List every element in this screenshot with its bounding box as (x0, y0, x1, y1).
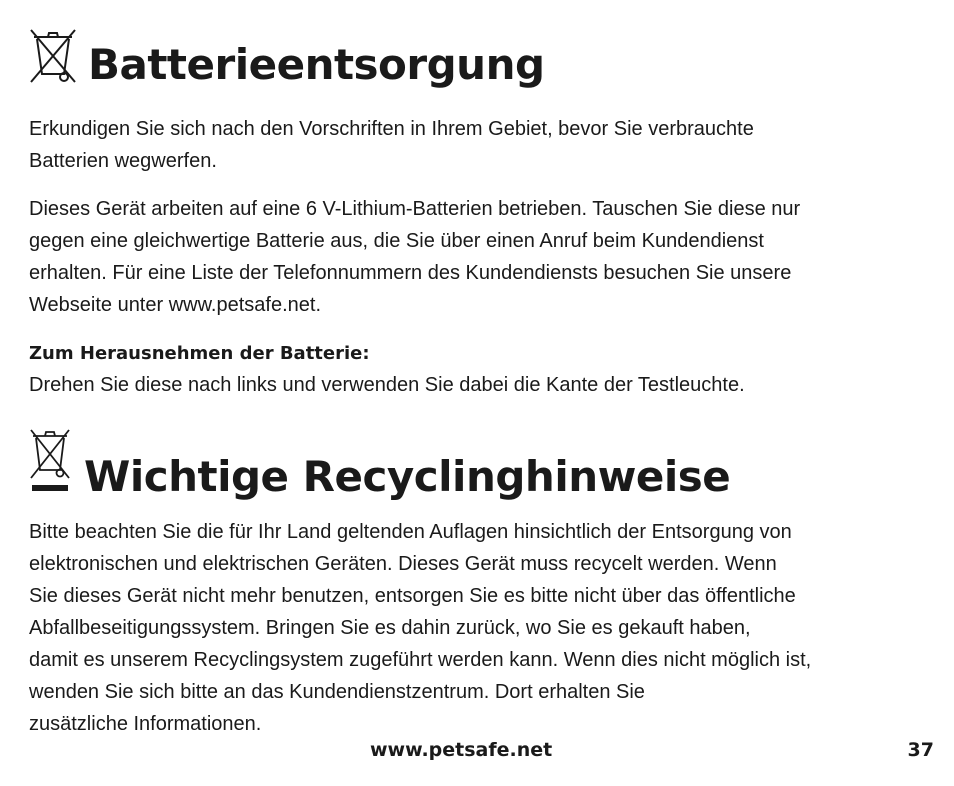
subheading-battery-removal: Zum Herausnehmen der Batterie: (29, 343, 370, 364)
crossed-out-wheelie-bin-icon (28, 28, 78, 84)
paragraph-recycling-instructions: Bitte beachten Sie die für Ihr Land geltenden Auflagen hinsichtlich der Entsorgung von elektronischen und elektrischen Geräten. Dieses Gerät muss recycelt werden. Wenn Sie dieses Gerät nicht mehr benutzen, entsorgen Sie es bitte nicht über das öffentliche Abfallbeseitigungssystem. Bringen Sie es dahin zurück, wo Sie es gekauft haben, damit es unserem Recyclingsystem zugeführt werden kann. Wenn dies nicht möglich ist, wenden Sie sich bitte an das Kundendienstzentrum. Dort erhalten Sie zusätzliche Informationen. (29, 521, 812, 735)
footer-website-url: www.petsafe.net (370, 739, 553, 761)
page-title-battery-disposal: Batterieentsorgung (88, 40, 545, 89)
section-heading-recycling (28, 428, 731, 501)
paragraph-local-regulations: Erkundigen Sie sich nach den Vorschriften in Ihrem Gebiet, bevor Sie verbrauchte Batterien wegwerfen. (29, 118, 754, 172)
weee-crossed-bin-icon (28, 428, 72, 494)
paragraph-battery-removal-instructions: Drehen Sie diese nach links und verwenden Sie dabei die Kante der Testleuchte. (29, 374, 745, 396)
page-number: 37 (907, 739, 934, 761)
paragraph-battery-replacement: Dieses Gerät arbeiten auf eine 6 V-Lithium-Batterien betrieben. Tauschen Sie diese nur gegen eine gleichwertige Batterie aus, die Sie über einen Anruf beim Kundendienst erhalten. Für eine Liste der Telefonnummern des Kundendiensts besuchen Sie unsere Webseite unter www.petsafe.net. (29, 198, 801, 316)
page-title-recycling: Wichtige Recyclinghinweise (84, 452, 731, 501)
section-heading-battery-disposal (28, 28, 545, 89)
